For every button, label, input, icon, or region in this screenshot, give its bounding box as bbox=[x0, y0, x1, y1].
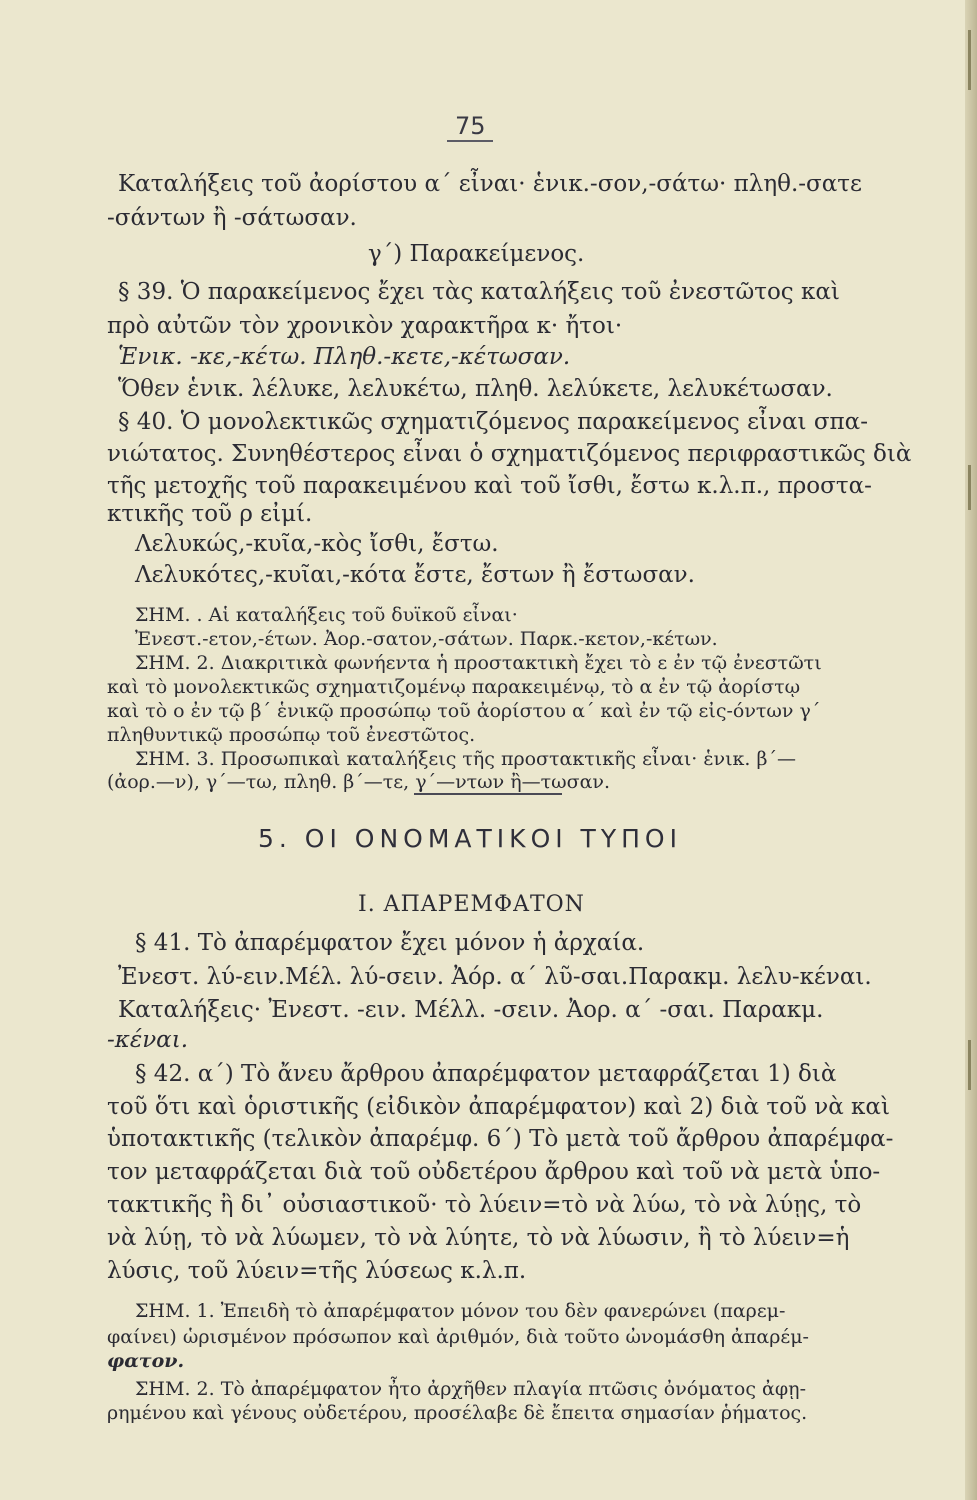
subheading-perfect: γ΄) Παρακείμενος. bbox=[368, 241, 585, 267]
text-line: νὰ λύῃ, τὸ νὰ λύωμεν, τὸ νὰ λύητε, τὸ νὰ λύωσιν, ἢ τὸ λύειν=ἡ bbox=[107, 1225, 850, 1251]
text-line: ὑποτακτικῆς (τελικὸν ἀπαρέμφ. 6΄) Τὸ μετὰ τοῦ ἄρθρου ἀπαρέμφα- bbox=[107, 1126, 894, 1152]
text-line: Ἐνεστ. λύ-ειν.Μέλ. λύ-σειν. Ἀόρ. α΄ λῦ-σαι.Παρακμ. λελυ-κέναι. bbox=[118, 964, 872, 990]
page-number: 75 bbox=[455, 112, 486, 140]
page-number-rule bbox=[447, 140, 493, 142]
text-line: -κέναι. bbox=[107, 1027, 189, 1053]
text-line: τοῦ ὅτι καὶ ὁριστικῆς (εἰδικὸν ἀπαρέμφατον) καὶ 2) διὰ τοῦ νὰ καὶ bbox=[107, 1094, 890, 1120]
subsection-heading: Ι. ΑΠΑΡΕΜΦΑΤΟΝ bbox=[358, 892, 585, 917]
text-line: κτικῆς τοῦ ρ εἰμί. bbox=[107, 501, 313, 527]
text-line: τῆς μετοχῆς τοῦ παρακειμένου καὶ τοῦ ἴσθι, ἔστω κ.λ.π., προστα- bbox=[107, 473, 872, 499]
text-line: -σάντων ἢ -σάτωσαν. bbox=[107, 205, 357, 231]
binding-mark bbox=[968, 1040, 971, 1090]
text-line: πρὸ αὐτῶν τὸν χρονικὸν χαρακτῆρα κ· ἤτοι· bbox=[107, 313, 623, 339]
binding-mark bbox=[968, 30, 971, 90]
paragraph-40: § 40. Ὁ μονολεκτικῶς σχηματιζόμενος παρακείμενος εἶναι σπα- bbox=[118, 409, 868, 435]
note-line: πληθυντικῷ προσώπῳ τοῦ ἐνεστῶτος. bbox=[107, 724, 476, 746]
paragraph-42: § 42. α΄) Τὸ ἄνευ ἄρθρου ἀπαρέμφατον μεταφράζεται 1) διὰ bbox=[135, 1061, 837, 1087]
note-line: Ἐνεστ.-ετον,-έτων. Ἀορ.-σατον,-σάτων. Παρκ.-κετον,-κέτων. bbox=[135, 628, 718, 650]
note-line: ΣΗΜ. . Αἱ καταλήξεις τοῦ δυϊκοῦ εἶναι· bbox=[135, 604, 518, 626]
text-line: Ὅθεν ἑνικ. λέλυκε, λελυκέτω, πληθ. λελύκετε, λελυκέτωσαν. bbox=[118, 376, 833, 402]
text-line: τον μεταφράζεται διὰ τοῦ οὐδετέρου ἄρθρου καὶ τοῦ νὰ μετὰ ὑπο- bbox=[107, 1159, 881, 1185]
text-line: Καταλήξεις τοῦ ἀορίστου α΄ εἶναι· ἑνικ.-σον,-σάτω· πληθ.-σατε bbox=[118, 171, 862, 197]
text-line: λύσις, τοῦ λύειν=τῆς λύσεως κ.λ.π. bbox=[107, 1258, 527, 1284]
note-line: καὶ τὸ μονολεκτικῶς σχηματιζομένῳ παρακειμένῳ, τὸ α ἐν τῷ ἀορίστῳ bbox=[107, 676, 801, 698]
section-separator bbox=[414, 793, 562, 795]
note-line: ΣΗΜ. 1. Ἐπειδὴ τὸ ἀπαρέμφατον μόνον του δὲν φανερώνει (παρεμ- bbox=[135, 1300, 786, 1322]
text-line: τακτικῆς ἢ δι᾿ οὐσιαστικοῦ· τὸ λύειν=τὸ νὰ λύω, τὸ νὰ λύῃς, τὸ bbox=[107, 1192, 862, 1218]
text-line: Λελυκότες,-κυῖαι,-κότα ἔστε, ἔστων ἢ ἔστωσαν. bbox=[135, 562, 695, 588]
note-line: ρημένου καὶ γένους οὐδετέρου, προσέλαβε δὲ ἔπειτα σημασίαν ῥήματος. bbox=[107, 1402, 808, 1424]
page-edge bbox=[965, 0, 977, 1500]
paragraph-41: § 41. Τὸ ἀπαρέμφατον ἔχει μόνον ἡ ἀρχαία. bbox=[135, 930, 645, 956]
binding-mark bbox=[968, 465, 971, 510]
text-line: Καταλήξεις· Ἐνεστ. -ειν. Μέλλ. -σειν. Ἀορ. α΄ -σαι. Παρακμ. bbox=[118, 997, 824, 1023]
paragraph-39: § 39. Ὁ παρακείμενος ἔχει τὰς καταλήξεις τοῦ ἐνεστῶτος καὶ bbox=[118, 279, 840, 305]
section-heading: 5. ΟΙ ΟΝΟΜΑΤΙΚΟΙ ΤΥΠΟΙ bbox=[258, 824, 682, 853]
note-line: ΣΗΜ. 2. Διακριτικὰ φωνήεντα ἡ προστακτικὴ ἔχει τὸ ε ἐν τῷ ἐνεστῶτι bbox=[135, 652, 822, 674]
text-line: Λελυκώς,-κυῖα,-κὸς ἴσθι, ἔστω. bbox=[135, 531, 499, 557]
note-line: (ἀορ.—ν), γ΄—τω, πληθ. β΄—τε, γ΄—ντων ἢ—τωσαν. bbox=[107, 771, 610, 793]
text-line: νιώτατος. Συνηθέστερος εἶναι ὁ σχηματιζόμενος περιφραστικῶς διὰ bbox=[107, 441, 912, 467]
note-line: φαίνει) ὡρισμένον πρόσωπον καὶ ἀριθμόν, διὰ τοῦτο ὠνομάσθη ἀπαρέμ- bbox=[107, 1326, 809, 1348]
note-line: ΣΗΜ. 3. Προσωπικαὶ καταλήξεις τῆς προστακτικῆς εἶναι· ἑνικ. β΄— bbox=[135, 748, 796, 770]
note-line: φατον. bbox=[107, 1350, 185, 1372]
note-line: καὶ τὸ ο ἐν τῷ β΄ ἑνικῷ προσώπῳ τοῦ ἀορίστου α΄ καὶ ἐν τῷ εἰς-όντων γ΄ bbox=[107, 700, 821, 722]
text-line: Ἑνικ. -κε,-κέτω. Πληθ.-κετε,-κέτωσαν. bbox=[118, 344, 571, 370]
note-line: ΣΗΜ. 2. Τὸ ἀπαρέμφατον ἦτο ἀρχῆθεν πλαγία πτῶσις ὀνόματος ἀφῃ- bbox=[135, 1378, 806, 1400]
